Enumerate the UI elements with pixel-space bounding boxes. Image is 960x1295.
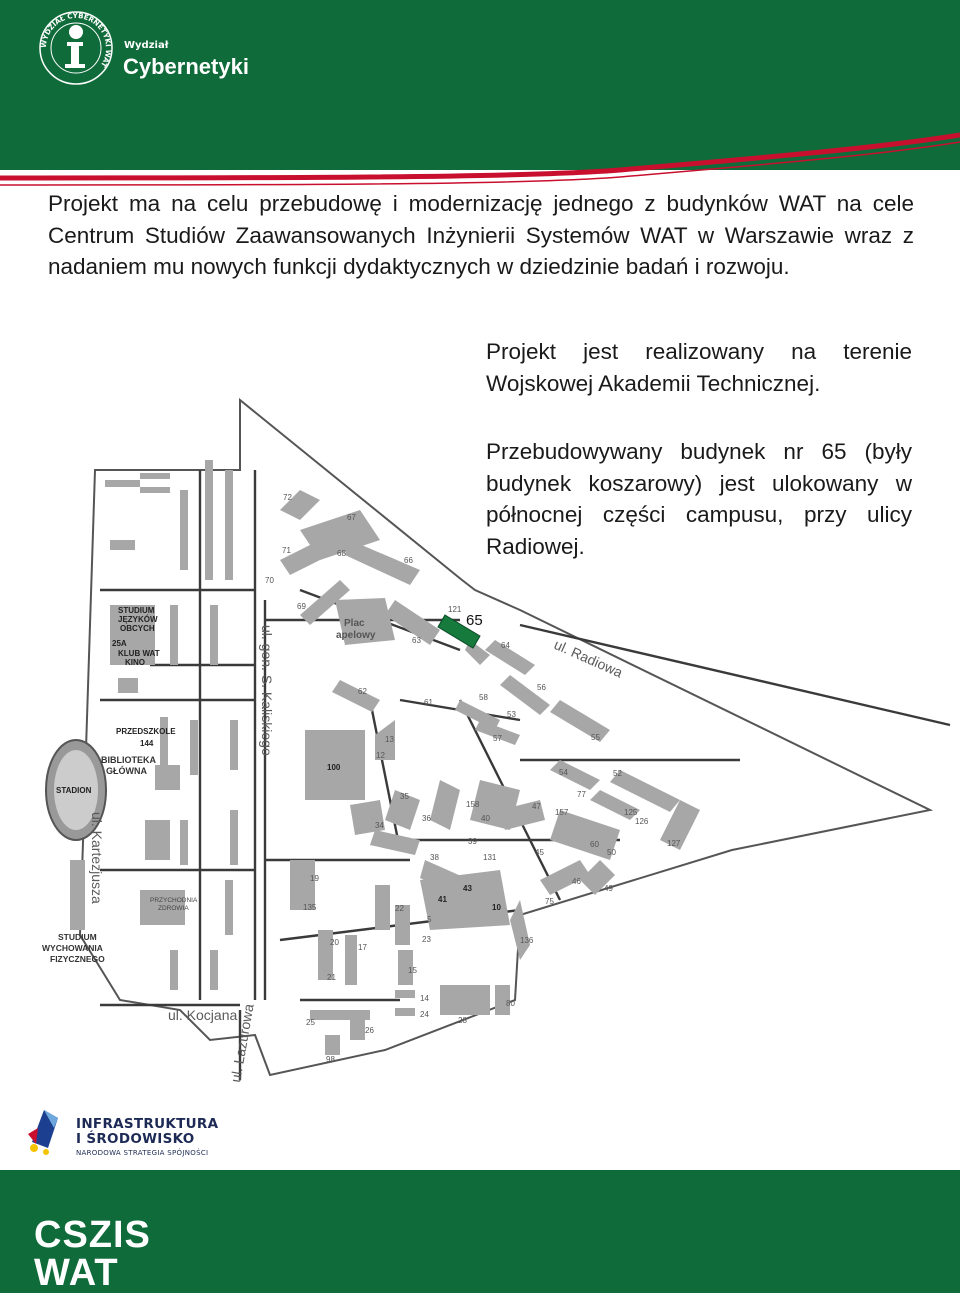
- place-klub-1: KLUB WAT: [118, 649, 160, 658]
- bnum: 23: [422, 935, 431, 944]
- street-lazurowa: ul. Lazurowa: [227, 1002, 257, 1084]
- place-plac-line1: Plac: [344, 618, 365, 629]
- bnum: 13: [385, 735, 394, 744]
- place-studium-jezykow-3: OBCYCH: [120, 624, 155, 633]
- bnum: 136: [520, 936, 534, 945]
- bnum: 41: [438, 895, 447, 904]
- location-paragraph: Projekt jest realizowany na terenie Wojskowej Akademii Technicznej.: [486, 339, 912, 396]
- bnum: 36: [422, 814, 431, 823]
- place-studium-jezykow-1: STUDIUM: [118, 606, 155, 615]
- bnum: 71: [282, 546, 291, 555]
- sponsor-line3: NARODOWA STRATEGIA SPÓJNOŚCI: [76, 1149, 209, 1157]
- footer-title: CSZIS: [34, 1214, 151, 1256]
- bnum: 47: [532, 802, 541, 811]
- bnum: 14: [420, 994, 429, 1003]
- bnum: 54: [559, 768, 568, 777]
- bnum: 17: [358, 943, 367, 952]
- bnum: 98: [326, 1055, 335, 1064]
- road-radiowa: [520, 625, 950, 725]
- bnum: 77: [577, 790, 586, 799]
- bnum: 55: [591, 733, 600, 742]
- bnum: 66: [404, 556, 413, 565]
- bnum: 135: [303, 903, 317, 912]
- street-kaliskiego: ul. gen. S. Kaliskiego: [259, 625, 275, 756]
- bnum: 39: [468, 837, 477, 846]
- place-klub-number: 25A: [112, 639, 127, 648]
- header-bar: [0, 0, 960, 170]
- sponsor-line1: INFRASTRUKTURA: [76, 1116, 219, 1132]
- place-przychodnia-2: ZDROWIA: [158, 905, 189, 912]
- bnum: 52: [613, 769, 622, 778]
- bnum: 20: [330, 938, 339, 947]
- bnum: 49: [604, 884, 613, 893]
- place-biblioteka-2: GŁÓWNA: [106, 766, 147, 776]
- bnum: 63: [412, 636, 421, 645]
- bnum: 24: [420, 1010, 429, 1019]
- bnum: 56: [537, 683, 546, 692]
- place-przedszkole: PRZEDSZKOLE: [116, 727, 176, 736]
- bnum: 126: [635, 817, 649, 826]
- bnum: 58: [479, 693, 488, 702]
- street-kocjana: ul. Kocjana: [168, 1007, 238, 1023]
- bnum: 100: [327, 763, 341, 772]
- bnum: 15: [408, 966, 417, 975]
- bnum: 35: [400, 792, 409, 801]
- bnum: 80: [506, 999, 515, 1008]
- place-biblioteka-1: BIBLIOTEKA: [101, 755, 156, 765]
- campus-map: [0, 385, 960, 1095]
- faculty-logo: [38, 10, 114, 86]
- place-studium-jezykow-2: JĘZYKÓW: [118, 615, 158, 624]
- bnum: 72: [283, 493, 292, 502]
- bnum: 158: [466, 800, 480, 809]
- place-studium-wf-3: FIZYCZNEGO: [50, 954, 105, 964]
- bnum: 62: [358, 687, 367, 696]
- logo-ring-text: WYDZIAŁ CYBERNETYKI WAT: [39, 11, 113, 69]
- place-studium-wf-1: STUDIUM: [58, 932, 97, 942]
- faculty-name: Cybernetyki: [123, 54, 249, 79]
- intro-paragraph: Projekt ma na celu przebudowę i modernizację jednego z budynków WAT na cele Centrum Studiów Zaawansowanych Inżynierii Systemów WAT w Warszawie wraz z nadaniem mu nowych funkcji dydaktycznych w dziedzinie badań i rozwoju.: [48, 191, 914, 279]
- bnum: 57: [493, 734, 502, 743]
- building-65-label: 65: [466, 612, 483, 629]
- bnum: 26: [365, 1026, 374, 1035]
- bnum: 75: [545, 897, 554, 906]
- bnum: 28: [458, 1016, 467, 1025]
- bnum: 121: [448, 605, 462, 614]
- street-kartezjusza: ul. Kartezjusza: [89, 812, 105, 904]
- bnum: 67: [347, 513, 356, 522]
- place-plac-line2: apelowy: [336, 630, 376, 641]
- bnum: 60: [590, 840, 599, 849]
- place-przedszkole-number: 144: [140, 739, 154, 748]
- bnum: 127: [667, 839, 681, 848]
- bnum: 53: [507, 710, 516, 719]
- place-studium-wf-2: WYCHOWANIA: [42, 943, 103, 953]
- faculty-prefix: Wydział: [124, 40, 169, 51]
- bnum: 10: [492, 903, 501, 912]
- footer-subtitle: WAT: [34, 1252, 119, 1294]
- street-radiowa: ul. Radiowa: [551, 636, 626, 681]
- bnum: 157: [555, 808, 569, 817]
- bnum: 21: [327, 973, 336, 982]
- bnum: 12: [376, 751, 385, 760]
- bnum: 43: [463, 884, 472, 893]
- bnum: 25: [306, 1018, 315, 1027]
- place-klub-2: KINO: [125, 658, 145, 667]
- bnum: 61: [424, 698, 433, 707]
- bnum: 40: [481, 814, 490, 823]
- bnum: 70: [265, 576, 274, 585]
- bnum: 45: [535, 848, 544, 857]
- bnum: 34: [375, 821, 384, 830]
- place-przychodnia-1: PRZYCHODNIA: [150, 897, 198, 904]
- bnum: 64: [501, 641, 510, 650]
- building-paragraph: Przebudowywany budynek nr 65 (były budynek koszarowy) jest ulokowany w północnej części campusu, przy ulicy Radiowej.: [486, 439, 912, 559]
- sponsor-line2: I ŚRODOWISKO: [76, 1131, 195, 1147]
- bnum: 68: [337, 549, 346, 558]
- bnum: 69: [297, 602, 306, 611]
- bnum: 46: [572, 877, 581, 886]
- bnum: 22: [395, 904, 404, 913]
- bnum: 125: [624, 808, 638, 817]
- bnum: 5: [427, 915, 432, 924]
- place-stadion: STADION: [56, 786, 92, 795]
- bnum: 131: [483, 853, 497, 862]
- bnum: 19: [310, 874, 319, 883]
- bnum: 38: [430, 853, 439, 862]
- campus-buildings: [70, 460, 700, 1055]
- bnum: 50: [607, 848, 616, 857]
